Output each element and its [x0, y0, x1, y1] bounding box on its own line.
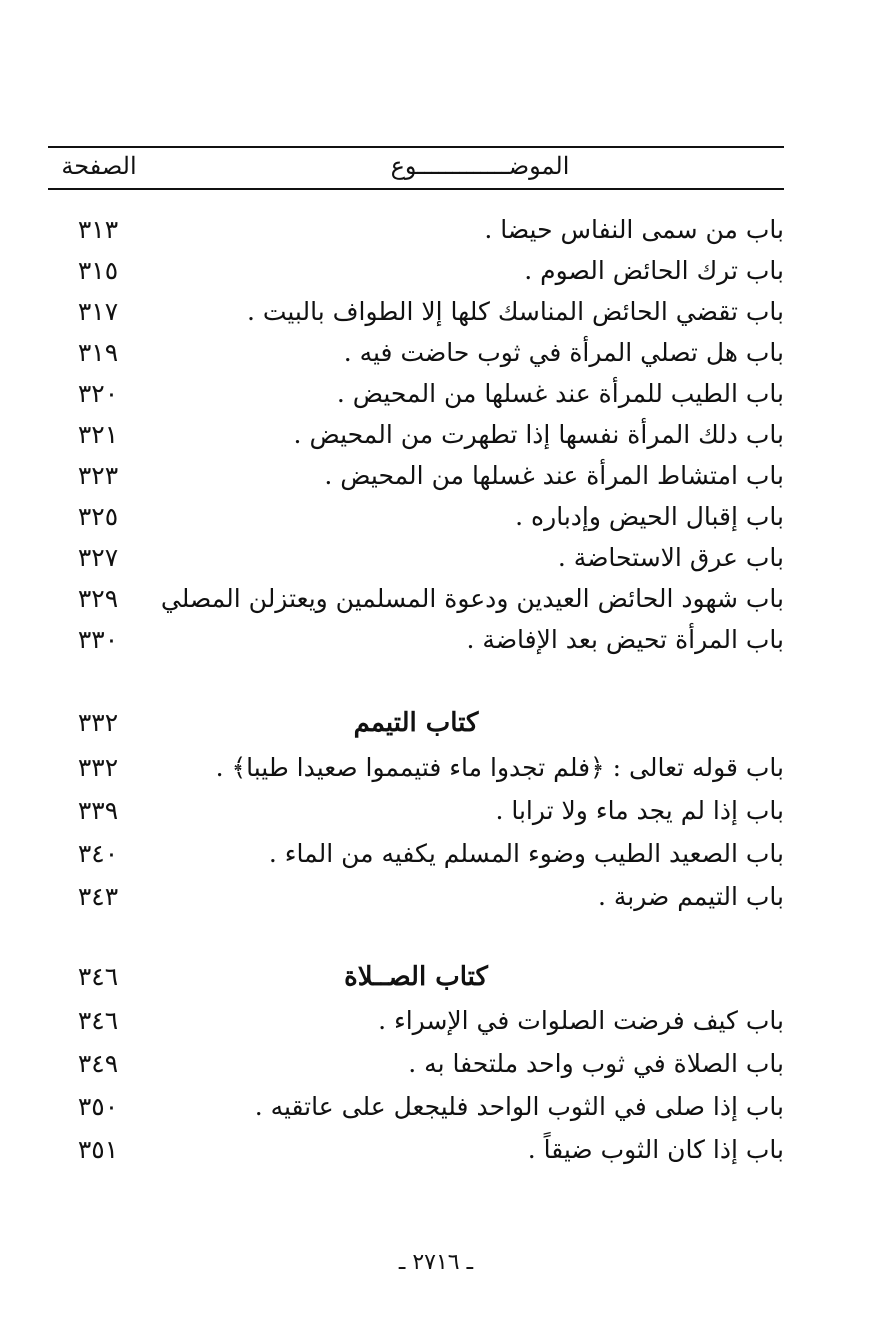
entry-title: باب إذا لم يجد ماء ولا ترابا . [495, 796, 784, 825]
section-heading-title: كتاب التيمم [353, 708, 479, 738]
entry-title: باب إذا صلى في الثوب الواحد فليجعل على عاتقيه . [254, 1092, 784, 1121]
entry-page: ٣٥٠ [77, 1092, 119, 1121]
section-heading [48, 957, 784, 999]
entry-page: ٣٣٠ [77, 625, 119, 654]
toc-entry [48, 748, 784, 790]
entry-title: باب عرق الاستحاضة . [557, 543, 784, 572]
entry-page: ٣٢٣ [77, 461, 119, 490]
entry-title: باب قوله تعالى : ﴿فلم تجدوا ماء فتيمموا صعيدا طيبا﴾ . [215, 753, 784, 782]
toc-entry [48, 292, 784, 334]
entry-page: ٣٢٩ [77, 584, 119, 613]
entry-page: ٣٤٩ [77, 1049, 119, 1078]
section-heading-title: كتاب الصــلاة [344, 962, 488, 992]
entry-page: ٣٤٠ [77, 839, 119, 868]
entry-title: باب هل تصلي المرأة في ثوب حاضت فيه . [343, 338, 784, 367]
entry-page: ٣١٩ [77, 338, 119, 367]
entry-title: باب إذا كان الثوب ضيقاً . [527, 1135, 784, 1164]
section-heading-page: ٣٤٦ [77, 962, 119, 991]
toc-entry [48, 579, 784, 621]
entry-page: ٣١٣ [77, 215, 119, 244]
toc-entry [48, 497, 784, 539]
toc-entry [48, 1130, 784, 1172]
toc-entry [48, 834, 784, 876]
toc-entry [48, 1087, 784, 1129]
entry-title: باب شهود الحائض العيدين ودعوة المسلمين ويعتزلن المصلي [160, 584, 784, 613]
topic-column-header: الموضـــــــــــــوع [390, 152, 570, 180]
entry-page: ٣٢٧ [77, 543, 119, 572]
toc-entry [48, 538, 784, 580]
entry-page: ٣٣٢ [77, 753, 119, 782]
toc-entry [48, 333, 784, 375]
toc-entry [48, 415, 784, 457]
toc-entry [48, 1001, 784, 1043]
entry-title: باب إقبال الحيض وإدباره . [515, 502, 784, 531]
toc-entry [48, 620, 784, 662]
page-column-header: الصفحة [61, 152, 137, 180]
toc-entry [48, 1044, 784, 1086]
entry-page: ٣٢٠ [77, 379, 119, 408]
entry-title: باب دلك المرأة نفسها إذا تطهرت من المحيض . [293, 420, 784, 449]
entry-title: باب كيف فرضت الصلوات في الإسراء . [378, 1006, 784, 1035]
section-heading [48, 703, 784, 745]
header-top-rule [48, 146, 784, 148]
entry-page: ٣٤٦ [77, 1006, 119, 1035]
toc-entry [48, 456, 784, 498]
entry-page: ٣٥١ [77, 1135, 119, 1164]
toc-entry [48, 877, 784, 919]
entry-title: باب الطيب للمرأة عند غسلها من المحيض . [336, 379, 784, 408]
entry-page: ٣٢٥ [77, 502, 119, 531]
entry-title: باب ترك الحائض الصوم . [524, 256, 784, 285]
entry-title: باب من سمى النفاس حيضا . [484, 215, 784, 244]
section-heading-page: ٣٣٢ [77, 708, 119, 737]
entry-title: باب المرأة تحيض بعد الإفاضة . [466, 625, 784, 654]
entry-title: باب امتشاط المرأة عند غسلها من المحيض . [324, 461, 784, 490]
header-bottom-rule [48, 188, 784, 190]
entry-title: باب التيمم ضربة . [597, 882, 784, 911]
toc-entry [48, 251, 784, 293]
entry-page: ٣١٧ [77, 297, 119, 326]
entry-page: ٣٣٩ [77, 796, 119, 825]
toc-entry [48, 210, 784, 252]
entry-title: باب تقضي الحائض المناسك كلها إلا الطواف بالبيت . [246, 297, 784, 326]
toc-entry [48, 791, 784, 833]
entry-title: باب الصعيد الطيب وضوء المسلم يكفيه من الماء . [268, 839, 784, 868]
entry-page: ٣٤٣ [77, 882, 119, 911]
entry-title: باب الصلاة في ثوب واحد ملتحفا به . [408, 1049, 784, 1078]
entry-page: ٣١٥ [77, 256, 119, 285]
entry-page: ٣٢١ [77, 420, 119, 449]
toc-entry [48, 374, 784, 416]
page-number: ـ ٢٧١٦ ـ [398, 1250, 474, 1275]
